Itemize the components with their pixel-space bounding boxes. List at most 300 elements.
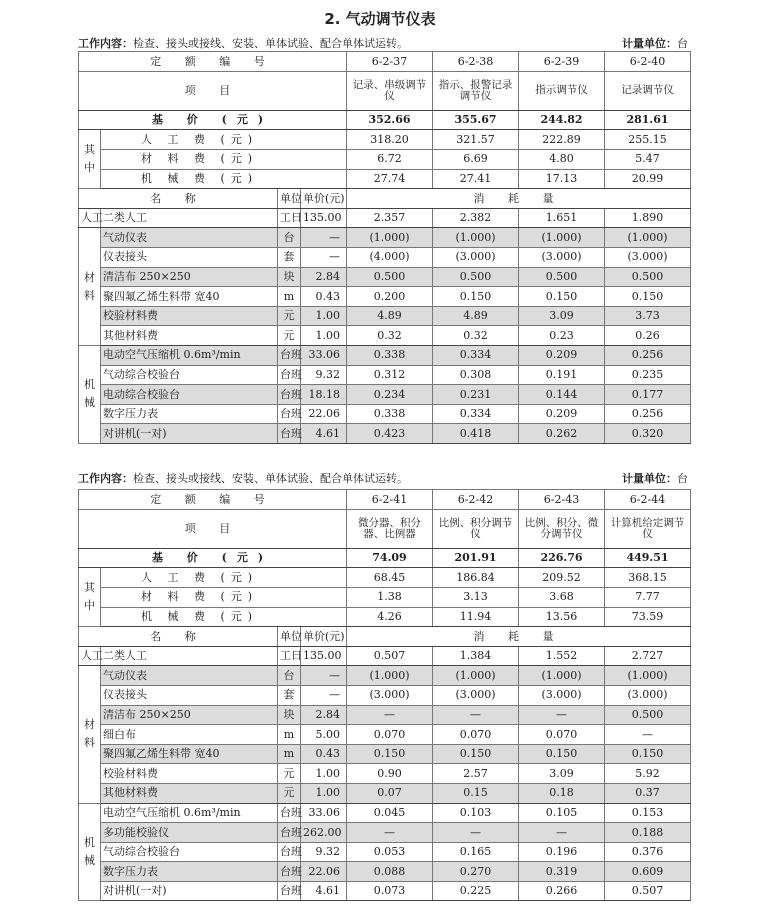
cell: 27.41 <box>433 169 519 189</box>
cell: 台班 <box>278 803 301 823</box>
cell: (1.000) <box>347 228 433 248</box>
resource-row <box>79 744 691 764</box>
cell: 台 <box>278 666 301 686</box>
cell: 台班 <box>278 385 301 405</box>
resource-row <box>79 267 691 287</box>
cell: 0.07 <box>347 783 433 803</box>
cell: 4.80 <box>519 149 605 169</box>
cell: — <box>347 823 433 843</box>
cell: 0.070 <box>433 725 519 745</box>
cell: 18.18 <box>301 385 347 405</box>
cell: (3.000) <box>519 685 605 705</box>
cell: 0.235 <box>605 365 691 385</box>
cell: 0.073 <box>347 881 433 901</box>
quota-no-label: 定 额 编 号 <box>79 490 347 510</box>
measure-unit: 计量单位：台 <box>622 472 688 485</box>
cell: 262.00 <box>301 823 347 843</box>
cell: m <box>278 725 301 745</box>
cell: 27.74 <box>347 169 433 189</box>
cell: 其他材料费 <box>101 783 278 803</box>
quota-table-2 <box>78 489 691 901</box>
base-price-row <box>79 548 691 568</box>
cell: 块 <box>278 705 301 725</box>
cell: 台班 <box>278 424 301 444</box>
cell: 指示调节仪 <box>519 71 605 110</box>
cell: 二类人工 <box>101 208 278 228</box>
cell: 0.500 <box>433 267 519 287</box>
resource-row <box>79 306 691 326</box>
side-char: 中 <box>84 599 95 613</box>
cell: 0.507 <box>347 646 433 666</box>
cell: 9.32 <box>301 842 347 862</box>
cell: 0.320 <box>605 424 691 444</box>
price-label: 单价(元) <box>301 189 347 209</box>
resource-row <box>79 881 691 901</box>
cell: 2.382 <box>433 208 519 228</box>
category-machine <box>79 345 101 443</box>
cell: 0.150 <box>519 744 605 764</box>
cell: 套 <box>278 685 301 705</box>
cell: 201.91 <box>433 548 519 568</box>
cell: — <box>519 705 605 725</box>
cell: 对讲机(一对) <box>101 424 278 444</box>
cell: (3.000) <box>605 685 691 705</box>
resource-row <box>79 842 691 862</box>
cell: 6-2-41 <box>347 490 433 510</box>
cell: 工日 <box>278 208 301 228</box>
cell: 0.165 <box>433 842 519 862</box>
cell: 6.69 <box>433 149 519 169</box>
resource-row <box>79 247 691 267</box>
cell: 20.99 <box>605 169 691 189</box>
cell: 气动仪表 <box>101 228 278 248</box>
cell: 0.053 <box>347 842 433 862</box>
cell: 0.188 <box>605 823 691 843</box>
name-label: 名 称 <box>79 627 278 647</box>
cell: 6-2-42 <box>433 490 519 510</box>
cell: 0.150 <box>519 287 605 307</box>
cell: 电动空气压缩机 0.6m³/min <box>101 345 278 365</box>
cell: 比例、积分调节仪 <box>433 509 519 548</box>
resource-row <box>79 862 691 882</box>
cell: 0.338 <box>347 345 433 365</box>
cell: 0.150 <box>605 744 691 764</box>
resource-row <box>79 783 691 803</box>
cell: 0.32 <box>347 326 433 346</box>
cell: 块 <box>278 267 301 287</box>
quota-table-1 <box>78 51 691 444</box>
cell: 工日 <box>278 646 301 666</box>
item-label: 项 目 <box>79 509 347 548</box>
cell: 1.890 <box>605 208 691 228</box>
cell: 33.06 <box>301 345 347 365</box>
cell: 0.37 <box>605 783 691 803</box>
cell: 4.61 <box>301 424 347 444</box>
cell: 4.26 <box>347 607 433 627</box>
cell: (3.000) <box>347 685 433 705</box>
cell: 0.231 <box>433 385 519 405</box>
cell: 气动综合校验台 <box>101 842 278 862</box>
cell: 0.088 <box>347 862 433 882</box>
cell: 244.82 <box>519 110 605 130</box>
cell: 352.66 <box>347 110 433 130</box>
cell: 368.15 <box>605 568 691 588</box>
cell: 0.609 <box>605 862 691 882</box>
cell: 186.84 <box>433 568 519 588</box>
cell: 17.13 <box>519 169 605 189</box>
cell: 135.00 <box>301 208 347 228</box>
cell: 细白布 <box>101 725 278 745</box>
side-char: 械 <box>84 396 95 410</box>
cell: 5.47 <box>605 149 691 169</box>
fee-label: 机 械 费 (元) <box>101 607 347 627</box>
resource-row <box>79 326 691 346</box>
cell: 22.06 <box>301 862 347 882</box>
cell: 281.61 <box>605 110 691 130</box>
work-content: 工作内容：检查、接头或接线、安装、单体试验、配合单体试运转。 <box>78 472 408 485</box>
fee-row-labor <box>79 568 691 588</box>
side-char: 材 <box>84 270 95 284</box>
resource-row <box>79 823 691 843</box>
cell: 6-2-44 <box>605 490 691 510</box>
cell: 1.00 <box>301 764 347 784</box>
cell: 仪表接头 <box>101 685 278 705</box>
cell: 气动综合校验台 <box>101 365 278 385</box>
fee-label: 材 料 费 (元) <box>101 587 347 607</box>
work-content: 工作内容：检查、接头或接线、安装、单体试验、配合单体试运转。 <box>78 37 408 50</box>
cell: 3.68 <box>519 587 605 607</box>
cell: 记录、串级调节仪 <box>347 71 433 110</box>
cell: 0.225 <box>433 881 519 901</box>
cell: 0.376 <box>605 842 691 862</box>
cell: 68.45 <box>347 568 433 588</box>
base-price-label: 基 价 (元) <box>79 548 347 568</box>
cell: 4.61 <box>301 881 347 901</box>
cell: 3.09 <box>519 764 605 784</box>
item-label: 项 目 <box>79 71 347 110</box>
cell: 1.384 <box>433 646 519 666</box>
side-char: 机 <box>84 835 95 849</box>
cell: — <box>433 705 519 725</box>
cell: 13.56 <box>519 607 605 627</box>
cell: 321.57 <box>433 130 519 150</box>
cell: — <box>519 823 605 843</box>
cell: 0.256 <box>605 404 691 424</box>
cell: 318.20 <box>347 130 433 150</box>
cell: 比例、积分、微分调节仪 <box>519 509 605 548</box>
cell: 0.312 <box>347 365 433 385</box>
fee-label: 材 料 费 (元) <box>101 149 347 169</box>
cell: 仪表接头 <box>101 247 278 267</box>
work-content-line-2 <box>78 470 688 486</box>
side-char: 人工 <box>81 211 103 225</box>
resource-row <box>79 404 691 424</box>
category-material <box>79 228 101 346</box>
cell: 6-2-37 <box>347 52 433 72</box>
resource-row <box>79 705 691 725</box>
consumption-label: 消 耗 量 <box>347 189 691 209</box>
quota-code-row <box>79 52 691 72</box>
cell: 6-2-38 <box>433 52 519 72</box>
cell: 数字压力表 <box>101 404 278 424</box>
unit-label: 单位 <box>278 627 301 647</box>
cell: 0.334 <box>433 404 519 424</box>
resource-row <box>79 666 691 686</box>
cell: 台班 <box>278 365 301 385</box>
cell: 22.06 <box>301 404 347 424</box>
cell: 33.06 <box>301 803 347 823</box>
cell: — <box>301 228 347 248</box>
side-char: 料 <box>84 736 95 750</box>
cell: 5.92 <box>605 764 691 784</box>
cell: (1.000) <box>605 666 691 686</box>
cell: 0.191 <box>519 365 605 385</box>
cell: 数字压力表 <box>101 862 278 882</box>
cell: 6-2-39 <box>519 52 605 72</box>
cell: 4.89 <box>347 306 433 326</box>
cell: 0.262 <box>519 424 605 444</box>
cell: 元 <box>278 783 301 803</box>
cell: (1.000) <box>519 666 605 686</box>
cell: 74.09 <box>347 548 433 568</box>
cell: 元 <box>278 764 301 784</box>
cell: 电动综合校验台 <box>101 385 278 405</box>
cell: 2.357 <box>347 208 433 228</box>
quota-code-row <box>79 490 691 510</box>
cell: 9.32 <box>301 365 347 385</box>
cell: 记录调节仪 <box>605 71 691 110</box>
cell: 449.51 <box>605 548 691 568</box>
cell: (1.000) <box>433 228 519 248</box>
cell: 台 <box>278 228 301 248</box>
cell: (1.000) <box>433 666 519 686</box>
cell: 气动仪表 <box>101 666 278 686</box>
unit-label: 单位 <box>278 189 301 209</box>
cell: 2.727 <box>605 646 691 666</box>
cell: — <box>605 725 691 745</box>
cell: 0.319 <box>519 862 605 882</box>
cell: 0.150 <box>347 744 433 764</box>
cell: 0.103 <box>433 803 519 823</box>
cell: 6.72 <box>347 149 433 169</box>
cell: 校验材料费 <box>101 764 278 784</box>
resource-row <box>79 725 691 745</box>
cell: (1.000) <box>347 666 433 686</box>
cell: 0.500 <box>347 267 433 287</box>
cell: 0.338 <box>347 404 433 424</box>
fee-label: 机 械 费 (元) <box>101 169 347 189</box>
cell: 209.52 <box>519 568 605 588</box>
side-char: 其 <box>84 581 95 595</box>
cell: 校验材料费 <box>101 306 278 326</box>
cell: 0.500 <box>605 267 691 287</box>
cell: m <box>278 287 301 307</box>
cell: 0.200 <box>347 287 433 307</box>
resource-row <box>79 228 691 248</box>
resource-row <box>79 424 691 444</box>
cell: 0.500 <box>519 267 605 287</box>
cell: 0.177 <box>605 385 691 405</box>
cell: 2.84 <box>301 267 347 287</box>
cell: (1.000) <box>605 228 691 248</box>
category-labor <box>79 646 101 666</box>
name-label: 名 称 <box>79 189 278 209</box>
cell: (3.000) <box>519 247 605 267</box>
cell: 0.209 <box>519 404 605 424</box>
cell: 355.67 <box>433 110 519 130</box>
cell: 清洁布 250×250 <box>101 705 278 725</box>
cell: — <box>433 823 519 843</box>
cell: 222.89 <box>519 130 605 150</box>
side-char: 械 <box>84 853 95 867</box>
cell: 0.153 <box>605 803 691 823</box>
cell: 1.552 <box>519 646 605 666</box>
cell: 0.070 <box>347 725 433 745</box>
cell: 0.209 <box>519 345 605 365</box>
cell: 0.308 <box>433 365 519 385</box>
resource-row <box>79 345 691 365</box>
cell: 0.23 <box>519 326 605 346</box>
cell: 多功能校验仪 <box>101 823 278 843</box>
cell: 1.00 <box>301 306 347 326</box>
cell: — <box>347 705 433 725</box>
fee-label: 人 工 费 (元) <box>101 568 347 588</box>
cell: 0.334 <box>433 345 519 365</box>
cell: 对讲机(一对) <box>101 881 278 901</box>
cell: — <box>301 685 347 705</box>
cell: 台班 <box>278 842 301 862</box>
cell: 0.196 <box>519 842 605 862</box>
cell: 聚四氟乙烯生料带 宽40 <box>101 287 278 307</box>
category-among <box>79 568 101 627</box>
cell: 0.507 <box>605 881 691 901</box>
consumption-label: 消 耗 量 <box>347 627 691 647</box>
cell: 套 <box>278 247 301 267</box>
cell: 指示、报警记录调节仪 <box>433 71 519 110</box>
resource-row <box>79 385 691 405</box>
page-title: 2. 气动调节仪表 <box>324 10 436 28</box>
cell: (4.000) <box>347 247 433 267</box>
cell: 聚四氟乙烯生料带 宽40 <box>101 744 278 764</box>
cell: — <box>301 666 347 686</box>
cell: 0.150 <box>433 287 519 307</box>
fee-row-material <box>79 149 691 169</box>
cell: 0.500 <box>605 705 691 725</box>
cell: 255.15 <box>605 130 691 150</box>
cell: 6-2-40 <box>605 52 691 72</box>
quota-no-label: 定 额 编 号 <box>79 52 347 72</box>
cell: 0.266 <box>519 881 605 901</box>
cell: 计算机给定调节仪 <box>605 509 691 548</box>
cell: 226.76 <box>519 548 605 568</box>
item-row <box>79 71 691 110</box>
cell: 7.77 <box>605 587 691 607</box>
cell: 台班 <box>278 823 301 843</box>
cell: 其他材料费 <box>101 326 278 346</box>
cell: 2.57 <box>433 764 519 784</box>
cell: 0.105 <box>519 803 605 823</box>
cell: 0.18 <box>519 783 605 803</box>
cell: 0.423 <box>347 424 433 444</box>
cell: 0.90 <box>347 764 433 784</box>
cell: 0.045 <box>347 803 433 823</box>
cell: 0.270 <box>433 862 519 882</box>
cell: 6-2-43 <box>519 490 605 510</box>
fee-row-machine <box>79 607 691 627</box>
work-content-line-1 <box>78 35 688 51</box>
cell: 1.00 <box>301 326 347 346</box>
cell: — <box>301 247 347 267</box>
resource-row <box>79 365 691 385</box>
cell: 台班 <box>278 345 301 365</box>
cell: 0.070 <box>519 725 605 745</box>
measure-unit: 计量单位：台 <box>622 37 688 50</box>
cell: 11.94 <box>433 607 519 627</box>
cell: 3.13 <box>433 587 519 607</box>
cell: 清洁布 250×250 <box>101 267 278 287</box>
side-char: 机 <box>84 378 95 392</box>
cell: 0.43 <box>301 287 347 307</box>
price-label: 单价(元) <box>301 627 347 647</box>
cell: 0.15 <box>433 783 519 803</box>
category-labor <box>79 208 101 228</box>
cell: 元 <box>278 326 301 346</box>
cell: 微分器、积分器、比例器 <box>347 509 433 548</box>
cell: 0.144 <box>519 385 605 405</box>
cell: (1.000) <box>519 228 605 248</box>
cell: 5.00 <box>301 725 347 745</box>
side-char: 人工 <box>81 649 103 663</box>
cell: 元 <box>278 306 301 326</box>
cell: 0.234 <box>347 385 433 405</box>
item-row <box>79 509 691 548</box>
resource-row <box>79 208 691 228</box>
name-header-row <box>79 189 691 209</box>
resource-row <box>79 287 691 307</box>
cell: 电动空气压缩机 0.6m³/min <box>101 803 278 823</box>
base-price-label: 基 价 (元) <box>79 110 347 130</box>
cell: 0.150 <box>433 744 519 764</box>
cell: 0.256 <box>605 345 691 365</box>
cell: 0.418 <box>433 424 519 444</box>
cell: 3.09 <box>519 306 605 326</box>
resource-row <box>79 764 691 784</box>
cell: (3.000) <box>433 685 519 705</box>
cell: 二类人工 <box>101 646 278 666</box>
side-char: 料 <box>84 288 95 302</box>
side-char: 中 <box>84 161 95 175</box>
cell: 台班 <box>278 881 301 901</box>
cell: 0.32 <box>433 326 519 346</box>
cell: 3.73 <box>605 306 691 326</box>
cell: m <box>278 744 301 764</box>
fee-row-machine <box>79 169 691 189</box>
cell: 1.38 <box>347 587 433 607</box>
cell: (3.000) <box>605 247 691 267</box>
cell: 73.59 <box>605 607 691 627</box>
cell: 0.150 <box>605 287 691 307</box>
resource-row <box>79 646 691 666</box>
cell: 0.43 <box>301 744 347 764</box>
category-material <box>79 666 101 803</box>
cell: 4.89 <box>433 306 519 326</box>
resource-row <box>79 685 691 705</box>
side-char: 材 <box>84 718 95 732</box>
fee-label: 人 工 费 (元) <box>101 130 347 150</box>
resource-row <box>79 803 691 823</box>
category-machine <box>79 803 101 901</box>
fee-row-material <box>79 587 691 607</box>
